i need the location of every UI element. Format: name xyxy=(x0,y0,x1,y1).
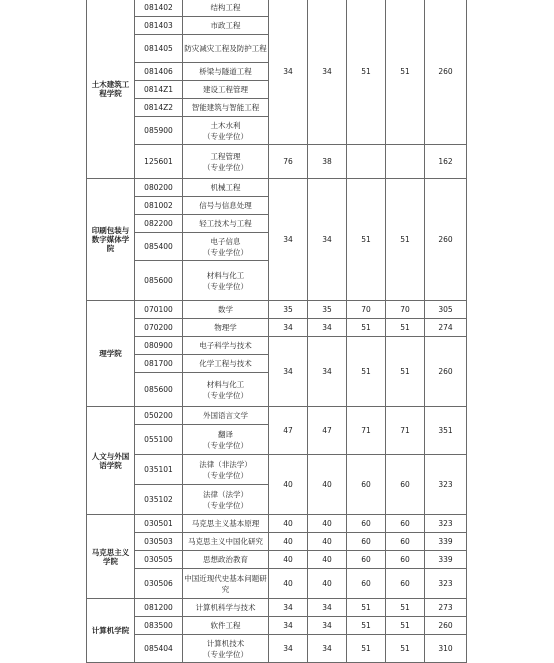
major-name-cell xyxy=(183,485,269,515)
major-name: 思想政治教育 xyxy=(203,555,248,564)
subject1-score xyxy=(347,145,386,179)
major-code-cell: 081700 xyxy=(135,355,183,373)
major-name: 材料与化工 xyxy=(206,379,245,389)
subject1-score: 51 xyxy=(347,635,386,663)
major-name: 物理学 xyxy=(214,323,237,332)
politics-score: 34 xyxy=(269,617,308,635)
total-score: 323 xyxy=(425,455,467,515)
major-code-cell: 030501 xyxy=(135,515,183,533)
major-name: 法律（法学） xyxy=(203,489,248,499)
table-body xyxy=(87,0,467,663)
major-name-cell xyxy=(183,81,269,99)
major-name: 结构工程 xyxy=(210,3,241,12)
major-code-cell: 0814Z1 xyxy=(135,81,183,99)
table-row xyxy=(87,551,467,569)
major-name-cell xyxy=(183,635,269,663)
subject1-score: 70 xyxy=(347,301,386,319)
total-score: 260 xyxy=(425,617,467,635)
major-code-cell: 082200 xyxy=(135,215,183,233)
table-row xyxy=(87,599,467,617)
total-score: 305 xyxy=(425,301,467,319)
major-name: 信号与信息处理 xyxy=(199,201,252,210)
major-name: 市政工程 xyxy=(210,21,241,30)
major-code-cell: 085900 xyxy=(135,117,183,145)
major-name: 中国近现代史基本问题研究 xyxy=(184,573,267,594)
major-code-cell: 055100 xyxy=(135,425,183,455)
total-score: 351 xyxy=(425,407,467,455)
major-code-cell: 125601 xyxy=(135,145,183,179)
foreign-language-score: 40 xyxy=(308,551,347,569)
major-name: 马克思主义基本原理 xyxy=(191,519,260,528)
major-name-cell xyxy=(183,145,269,179)
major-name: 电子信息 xyxy=(210,236,241,246)
total-score: 274 xyxy=(425,319,467,337)
major-name: 软件工程 xyxy=(210,621,241,630)
major-name-cell xyxy=(183,551,269,569)
major-name: 化学工程与技术 xyxy=(199,359,252,368)
subject1-score: 51 xyxy=(347,599,386,617)
major-code-cell: 081406 xyxy=(135,63,183,81)
foreign-language-score: 34 xyxy=(308,635,347,663)
subject2-score: 51 xyxy=(386,617,425,635)
major-code-cell: 081002 xyxy=(135,197,183,215)
major-code-cell: 030506 xyxy=(135,569,183,599)
major-name: 马克思主义中国化研究 xyxy=(188,537,263,546)
politics-score: 76 xyxy=(269,145,308,179)
foreign-language-score: 40 xyxy=(308,455,347,515)
major-name: 电子科学与技术 xyxy=(199,341,252,350)
subject2-score: 60 xyxy=(386,455,425,515)
college-cell: 印刷包装与数字媒体学院 xyxy=(87,179,135,301)
major-name-cell xyxy=(183,0,269,17)
degree-type-note: （专业学位） xyxy=(203,390,248,400)
major-name: 智能建筑与智能工程 xyxy=(191,103,260,112)
major-name: 建设工程管理 xyxy=(203,85,248,94)
subject1-score: 51 xyxy=(347,0,386,145)
subject1-score: 71 xyxy=(347,407,386,455)
major-name-cell xyxy=(183,515,269,533)
major-code-cell: 030503 xyxy=(135,533,183,551)
college-cell: 计算机学院 xyxy=(87,599,135,663)
major-name-cell xyxy=(183,337,269,355)
politics-score: 34 xyxy=(269,337,308,407)
subject1-score: 60 xyxy=(347,455,386,515)
major-name: 计算机技术 xyxy=(206,638,245,648)
major-name-cell xyxy=(183,233,269,261)
major-name-cell xyxy=(183,99,269,117)
degree-type-note: （专业学位） xyxy=(203,162,248,172)
politics-score: 40 xyxy=(269,515,308,533)
subject1-score: 51 xyxy=(347,179,386,301)
degree-type-note: （专业学位） xyxy=(203,500,248,510)
major-name: 土木水利 xyxy=(210,120,241,130)
major-name-cell xyxy=(183,373,269,407)
degree-type-note: （专业学位） xyxy=(203,440,248,450)
major-code-cell: 085400 xyxy=(135,233,183,261)
politics-score: 40 xyxy=(269,533,308,551)
table-row xyxy=(87,337,467,355)
subject1-score: 60 xyxy=(347,569,386,599)
major-name-cell xyxy=(183,197,269,215)
foreign-language-score: 40 xyxy=(308,569,347,599)
table-row xyxy=(87,301,467,319)
total-score: 323 xyxy=(425,515,467,533)
foreign-language-score: 34 xyxy=(308,0,347,145)
major-code-cell: 0814Z2 xyxy=(135,99,183,117)
major-name: 外国语言文学 xyxy=(203,411,248,420)
subject2-score xyxy=(386,145,425,179)
foreign-language-score: 35 xyxy=(308,301,347,319)
degree-type-note: （专业学位） xyxy=(203,131,248,141)
major-code-cell: 085600 xyxy=(135,261,183,301)
subject1-score: 51 xyxy=(347,337,386,407)
table-row xyxy=(87,407,467,425)
subject2-score: 60 xyxy=(386,533,425,551)
major-name-cell xyxy=(183,355,269,373)
major-name-cell xyxy=(183,569,269,599)
total-score: 162 xyxy=(425,145,467,179)
subject2-score: 60 xyxy=(386,515,425,533)
politics-score: 34 xyxy=(269,635,308,663)
major-code-cell: 083500 xyxy=(135,617,183,635)
major-code-cell: 030505 xyxy=(135,551,183,569)
major-name-cell xyxy=(183,17,269,35)
major-code-cell: 035101 xyxy=(135,455,183,485)
foreign-language-score: 34 xyxy=(308,179,347,301)
subject1-score: 60 xyxy=(347,515,386,533)
major-name-cell xyxy=(183,533,269,551)
foreign-language-score: 38 xyxy=(308,145,347,179)
foreign-language-score: 34 xyxy=(308,599,347,617)
subject2-score: 60 xyxy=(386,569,425,599)
major-name: 数学 xyxy=(218,305,233,314)
major-code-cell: 070200 xyxy=(135,319,183,337)
total-score: 339 xyxy=(425,551,467,569)
politics-score: 35 xyxy=(269,301,308,319)
subject2-score: 70 xyxy=(386,301,425,319)
subject2-score: 51 xyxy=(386,0,425,145)
major-name-cell xyxy=(183,599,269,617)
major-name-cell xyxy=(183,617,269,635)
subject2-score: 51 xyxy=(386,179,425,301)
major-name-cell xyxy=(183,407,269,425)
total-score: 339 xyxy=(425,533,467,551)
table-row xyxy=(87,635,467,663)
degree-type-note: （专业学位） xyxy=(203,470,248,480)
politics-score: 34 xyxy=(269,179,308,301)
politics-score: 34 xyxy=(269,0,308,145)
major-name: 计算机科学与技术 xyxy=(195,603,256,612)
major-name: 防灾减灾工程及防护工程 xyxy=(184,44,267,53)
major-code-cell: 081200 xyxy=(135,599,183,617)
table-row xyxy=(87,617,467,635)
total-score: 323 xyxy=(425,569,467,599)
subject2-score: 51 xyxy=(386,337,425,407)
major-code-cell: 085600 xyxy=(135,373,183,407)
major-name-cell xyxy=(183,215,269,233)
major-code-cell: 080200 xyxy=(135,179,183,197)
major-code-cell: 070100 xyxy=(135,301,183,319)
major-code-cell: 085404 xyxy=(135,635,183,663)
major-name-cell xyxy=(183,425,269,455)
foreign-language-score: 47 xyxy=(308,407,347,455)
politics-score: 40 xyxy=(269,569,308,599)
major-name-cell xyxy=(183,179,269,197)
subject1-score: 60 xyxy=(347,533,386,551)
table-row xyxy=(87,0,467,17)
college-cell: 马克思主义学院 xyxy=(87,515,135,599)
total-score: 273 xyxy=(425,599,467,617)
foreign-language-score: 34 xyxy=(308,337,347,407)
table-row xyxy=(87,515,467,533)
table-row xyxy=(87,319,467,337)
subject1-score: 51 xyxy=(347,319,386,337)
foreign-language-score: 40 xyxy=(308,515,347,533)
major-name-cell xyxy=(183,117,269,145)
politics-score: 40 xyxy=(269,551,308,569)
table-row xyxy=(87,455,467,485)
total-score: 310 xyxy=(425,635,467,663)
college-cell: 人文与外国语学院 xyxy=(87,407,135,515)
degree-type-note: （专业学位） xyxy=(203,281,248,291)
major-name: 机械工程 xyxy=(210,183,241,192)
politics-score: 34 xyxy=(269,599,308,617)
major-name: 材料与化工 xyxy=(206,270,245,280)
major-name-cell xyxy=(183,301,269,319)
major-name: 翻译 xyxy=(218,429,233,439)
table-row xyxy=(87,179,467,197)
subject2-score: 71 xyxy=(386,407,425,455)
foreign-language-score: 40 xyxy=(308,533,347,551)
subject2-score: 51 xyxy=(386,635,425,663)
total-score: 260 xyxy=(425,0,467,145)
major-name: 法律（非法学） xyxy=(199,459,252,469)
table-row xyxy=(87,145,467,179)
subject1-score: 60 xyxy=(347,551,386,569)
score-table xyxy=(86,0,467,663)
major-code-cell: 081402 xyxy=(135,0,183,17)
politics-score: 47 xyxy=(269,407,308,455)
major-name: 工程管理 xyxy=(210,151,241,161)
major-code-cell: 081403 xyxy=(135,17,183,35)
foreign-language-score: 34 xyxy=(308,617,347,635)
degree-type-note: （专业学位） xyxy=(203,247,248,257)
subject2-score: 51 xyxy=(386,319,425,337)
major-name: 桥梁与隧道工程 xyxy=(199,67,252,76)
table-row xyxy=(87,533,467,551)
major-code-cell: 080900 xyxy=(135,337,183,355)
subject2-score: 51 xyxy=(386,599,425,617)
major-code-cell: 081405 xyxy=(135,35,183,63)
politics-score: 34 xyxy=(269,319,308,337)
college-cell: 土木建筑工程学院 xyxy=(87,0,135,179)
major-name-cell xyxy=(183,35,269,63)
major-name-cell xyxy=(183,261,269,301)
college-cell: 理学院 xyxy=(87,301,135,407)
total-score: 260 xyxy=(425,179,467,301)
major-code-cell: 050200 xyxy=(135,407,183,425)
major-name-cell xyxy=(183,455,269,485)
table-row xyxy=(87,569,467,599)
major-name: 轻工技术与工程 xyxy=(199,219,252,228)
degree-type-note: （专业学位） xyxy=(203,649,248,659)
major-name-cell xyxy=(183,319,269,337)
major-code-cell: 035102 xyxy=(135,485,183,515)
subject1-score: 51 xyxy=(347,617,386,635)
subject2-score: 60 xyxy=(386,551,425,569)
foreign-language-score: 34 xyxy=(308,319,347,337)
major-name-cell xyxy=(183,63,269,81)
total-score: 260 xyxy=(425,337,467,407)
politics-score: 40 xyxy=(269,455,308,515)
